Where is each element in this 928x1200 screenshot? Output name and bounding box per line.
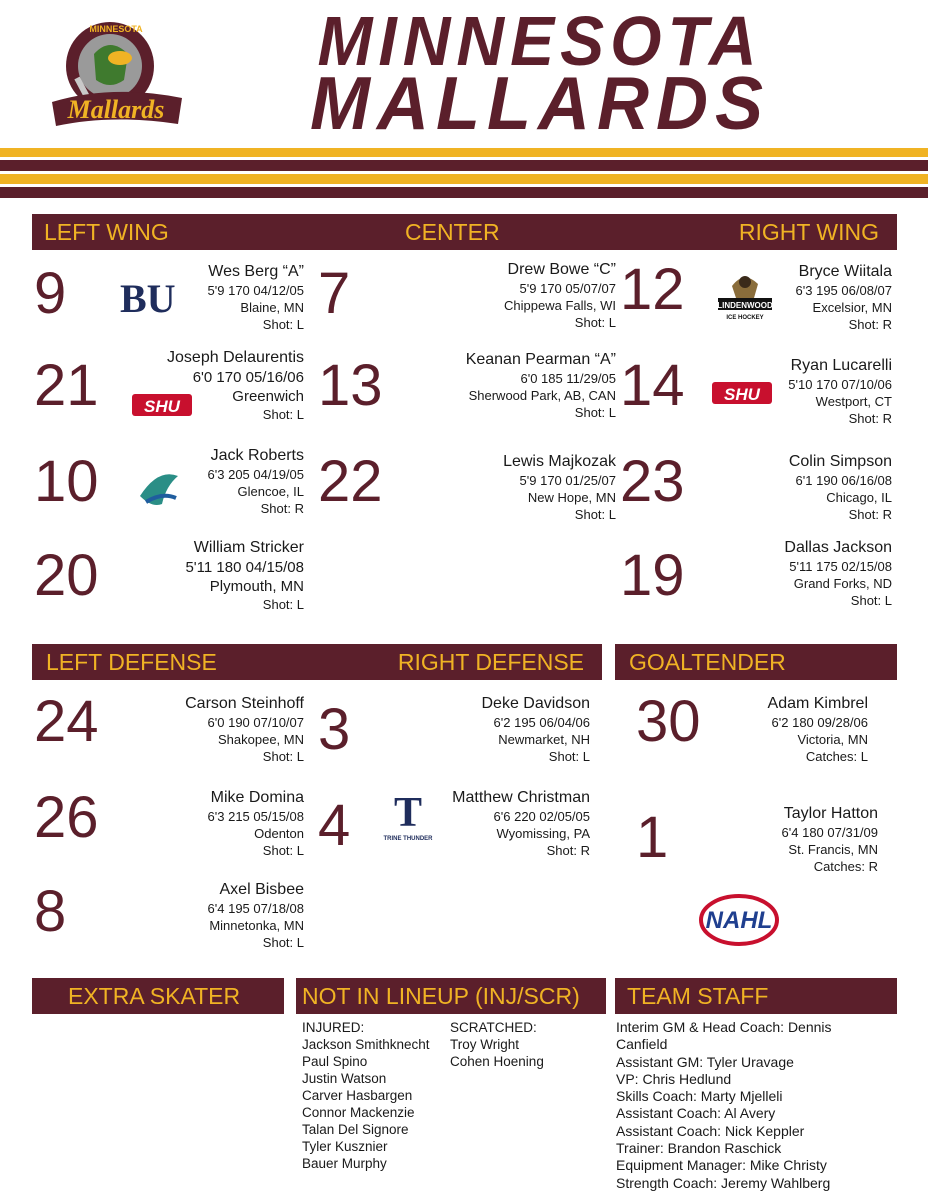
staff-item: Interim GM & Head Coach: Dennis Canfield (616, 1019, 832, 1053)
player-number: 26 (34, 785, 99, 850)
player-name: Dallas Jackson (784, 539, 892, 556)
player-info (504, 260, 616, 331)
svg-text:Mallards: Mallards (67, 95, 165, 124)
player-shot: Shot: R (260, 501, 304, 516)
player-city: Wyomissing, PA (496, 826, 590, 841)
player-stats: 5'9 170 05/07/07 (519, 281, 616, 296)
player-name: Deke Davidson (481, 695, 590, 712)
player-name: Lewis Majkozak (503, 453, 616, 470)
player-stats: 6'2 180 09/28/06 (771, 715, 868, 730)
player-city: New Hope, MN (527, 490, 616, 505)
player-info (788, 356, 892, 427)
player-info (796, 262, 892, 333)
player-info (768, 694, 868, 765)
right-wing-heading: RIGHT WING (738, 219, 879, 245)
player-stats: 5'9 170 01/25/07 (519, 473, 616, 488)
goaltender-heading: GOALTENDER (629, 649, 786, 675)
nahl-logo (698, 892, 780, 948)
player-shot: Shot: L (262, 749, 304, 764)
player-number: 22 (318, 449, 383, 514)
forwards-header-bar (32, 214, 897, 250)
player-stats: 6'4 195 07/18/08 (207, 901, 304, 916)
player-name: Ryan Lucarelli (790, 357, 892, 374)
player-info (503, 452, 616, 523)
player-info (789, 452, 892, 523)
player-city: Grand Forks, ND (793, 576, 892, 591)
staff-item: Assistant Coach: Nick Keppler (616, 1122, 805, 1139)
player-info (167, 348, 304, 423)
list-item: Connor Mackenzie (302, 1105, 415, 1120)
team-staff-heading: TEAM STAFF (627, 983, 769, 1009)
player-name: Keanan Pearman “A” (465, 351, 616, 368)
lindenwood-logo (714, 268, 776, 324)
maroon-stripe (0, 160, 928, 171)
player-city: Minnetonka, MN (209, 918, 304, 933)
player-number: 10 (34, 449, 99, 514)
player-name: Colin Simpson (788, 453, 892, 470)
staff-item: Skills Coach: Marty Mjelleli (616, 1088, 783, 1105)
player-number: 3 (318, 697, 351, 762)
player-city: Plymouth, MN (209, 578, 304, 595)
player-stats: 6'3 205 04/19/05 (207, 467, 304, 482)
player-shot: Shot: L (548, 749, 590, 764)
player-stats: 6'3 195 06/08/07 (795, 283, 892, 298)
player-shot: Shot: L (262, 317, 304, 332)
player-shot: Shot: L (574, 507, 616, 522)
player-shot: Shot: L (262, 597, 304, 612)
maroon-stripe (0, 187, 928, 198)
list-item: Bauer Murphy (302, 1156, 387, 1171)
bu-logo (118, 272, 176, 321)
player-info (185, 694, 304, 765)
player-info (208, 446, 304, 517)
player-info (782, 804, 878, 875)
player-number: 24 (34, 689, 99, 754)
player-shot: Shot: R (848, 507, 892, 522)
staff-item: VP: Chris Hedlund (616, 1070, 732, 1087)
player-info (452, 788, 590, 859)
player-city: Greenwich (232, 388, 304, 405)
scratched-list (450, 1019, 544, 1070)
player-name: Mike Domina (210, 789, 304, 806)
left-wing-heading: LEFT WING (44, 219, 169, 245)
player-stats: 6'3 215 05/15/08 (207, 809, 304, 824)
extra-skater-header (32, 978, 284, 1014)
trine-logo (383, 790, 433, 848)
svg-text:T: T (393, 790, 423, 836)
player-city: Chippewa Falls, WI (504, 298, 616, 313)
svg-text:SHU: SHU (144, 397, 180, 416)
svg-text:BU: BU (120, 276, 176, 321)
player-number: 1 (636, 805, 669, 870)
svg-text:SHU: SHU (724, 385, 760, 404)
gold-stripe (0, 174, 928, 184)
player-shot: Catches: R (813, 859, 878, 874)
player-number: 19 (620, 543, 685, 608)
player-name: Drew Bowe “C” (507, 261, 616, 278)
svg-text:LINDENWOOD: LINDENWOOD (717, 301, 773, 310)
player-city: Glencoe, IL (237, 484, 304, 499)
player-info (482, 694, 591, 765)
title-line-1: MINNESOTA (317, 2, 763, 80)
staff-item: Assistant Coach: Al Avery (616, 1105, 776, 1122)
player-name: Matthew Christman (452, 789, 590, 806)
extra-skater-heading: EXTRA SKATER (68, 983, 241, 1009)
team-logo (42, 14, 190, 134)
player-shot: Shot: L (574, 405, 616, 420)
list-item: Tyler Kusznier (302, 1139, 388, 1154)
player-stats: 6'0 185 11/29/05 (520, 371, 616, 386)
list-item: Troy Wright (450, 1037, 520, 1052)
right-defense-heading: RIGHT DEFENSE (397, 649, 584, 675)
injured-list (302, 1019, 430, 1172)
player-number: 4 (318, 793, 351, 858)
staff-item: Trainer: Brandon Raschick (616, 1140, 782, 1157)
staff-item: Strength Coach: Jeremy Wahlberg (616, 1174, 831, 1191)
player-stats: 6'0 190 07/10/07 (207, 715, 304, 730)
player-number: 12 (620, 257, 685, 322)
player-stats: 6'6 220 02/05/05 (493, 809, 590, 824)
list-item: Justin Watson (302, 1071, 387, 1086)
player-number: 20 (34, 543, 99, 608)
player-city: Victoria, MN (797, 732, 868, 747)
list-item: Paul Spino (302, 1054, 368, 1069)
list-item: Talan Del Signore (302, 1122, 409, 1137)
player-shot: Catches: L (805, 749, 868, 764)
player-stats: 5'10 170 07/10/06 (788, 377, 892, 392)
player-stats: 5'9 170 04/12/05 (207, 283, 304, 298)
player-stats: 6'0 170 05/16/06 (192, 369, 304, 386)
player-stats: 5'11 175 02/15/08 (789, 559, 892, 574)
defense-header-bar (32, 644, 602, 680)
player-info (208, 262, 304, 333)
left-defense-heading: LEFT DEFENSE (46, 649, 217, 675)
player-shot: Shot: L (850, 593, 892, 608)
staff-item: Assistant GM: Tyler Uravage (616, 1053, 794, 1070)
player-stats: 5'11 180 04/15/08 (185, 559, 304, 576)
player-info (185, 538, 304, 613)
svg-text:NAHL: NAHL (705, 907, 773, 934)
player-shot: Shot: R (848, 317, 892, 332)
player-city: Odenton (254, 826, 304, 841)
svg-text:ICE HOCKEY: ICE HOCKEY (726, 315, 764, 321)
list-item: Jackson Smithknecht (302, 1037, 430, 1052)
player-number: 9 (34, 261, 67, 326)
player-name: Axel Bisbee (219, 881, 304, 898)
team-staff-list (616, 1019, 846, 1192)
player-info (784, 538, 892, 609)
player-shot: Shot: R (546, 843, 590, 858)
player-name: William Stricker (193, 539, 304, 556)
player-shot: Shot: L (262, 935, 304, 950)
eagle-logo (132, 462, 184, 514)
player-name: Adam Kimbrel (767, 695, 868, 712)
player-shot: Shot: L (262, 407, 304, 422)
player-city: Shakopee, MN (218, 732, 304, 747)
player-city: Chicago, IL (826, 490, 892, 505)
player-name: Taylor Hatton (783, 805, 878, 822)
list-item: Cohen Hoening (450, 1054, 544, 1069)
svg-text:MINNESOTA: MINNESOTA (89, 24, 143, 34)
player-city: Newmarket, NH (498, 732, 590, 747)
player-stats: 6'4 180 07/31/09 (781, 825, 878, 840)
staff-item: Equipment Manager: Mike Christy (616, 1157, 827, 1174)
team-staff-header (615, 978, 897, 1014)
injured-label: INJURED: (302, 1020, 365, 1035)
player-name: Bryce Wiitala (798, 263, 892, 280)
title-line-2: MALLARDS (310, 62, 770, 146)
player-number: 21 (34, 353, 99, 418)
player-city: St. Francis, MN (788, 842, 878, 857)
not-in-lineup-header (296, 978, 606, 1014)
player-city: Sherwood Park, AB, CAN (468, 388, 616, 403)
player-info (208, 880, 304, 951)
player-name: Wes Berg “A” (208, 263, 304, 280)
player-number: 8 (34, 879, 67, 944)
player-number: 7 (318, 261, 351, 326)
player-name: Jack Roberts (210, 447, 304, 464)
center-heading: CENTER (405, 219, 500, 245)
player-info (466, 350, 616, 421)
scratched-label: SCRATCHED: (450, 1020, 537, 1035)
player-stats: 6'1 190 06/16/08 (795, 473, 892, 488)
player-city: Excelsior, MN (812, 300, 892, 315)
shu-logo (710, 378, 776, 408)
player-city: Westport, CT (815, 394, 892, 409)
player-stats: 6'2 195 06/04/06 (493, 715, 590, 730)
player-shot: Shot: L (262, 843, 304, 858)
player-name: Carson Steinhoff (185, 695, 304, 712)
player-shot: Shot: L (574, 315, 616, 330)
not-in-lineup-heading: NOT IN LINEUP (INJ/SCR) (302, 983, 580, 1009)
goaltender-header-bar (615, 644, 897, 680)
list-item: Carver Hasbargen (302, 1088, 413, 1103)
player-number: 14 (620, 353, 685, 418)
player-name: Joseph Delaurentis (167, 349, 304, 366)
player-number: 13 (318, 353, 383, 418)
svg-text:TRINE THUNDER: TRINE THUNDER (383, 836, 433, 842)
gold-stripe (0, 148, 928, 157)
player-city: Blaine, MN (240, 300, 304, 315)
player-number: 23 (620, 449, 685, 514)
player-number: 30 (636, 689, 701, 754)
player-shot: Shot: R (848, 411, 892, 426)
player-info (208, 788, 304, 859)
